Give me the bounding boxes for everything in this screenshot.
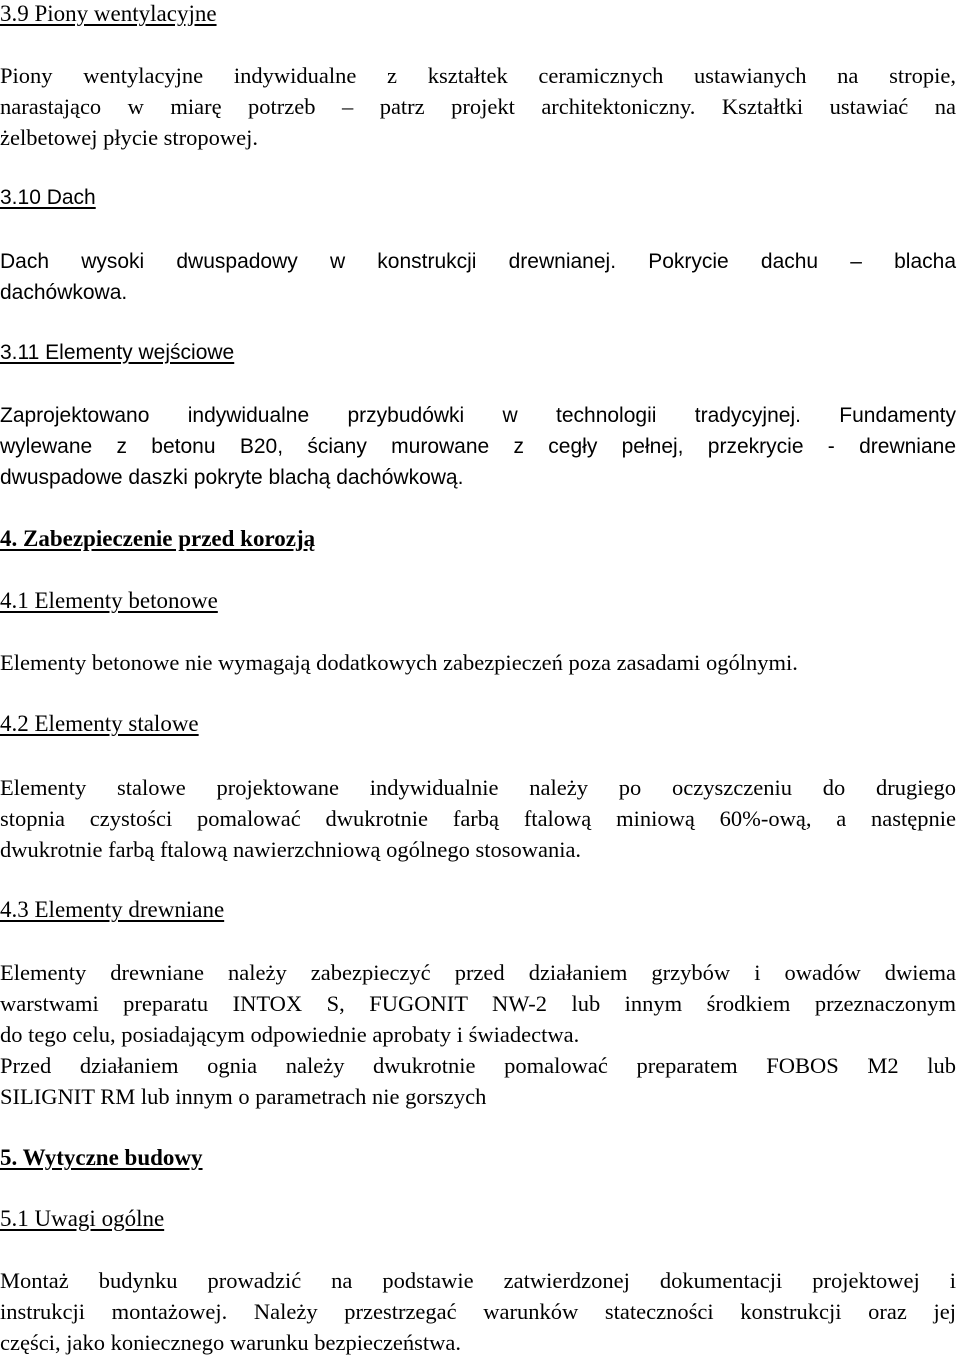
text-line: dwuspadowe daszki pokryte blachą dachówkową. (0, 466, 464, 489)
section-4-heading: 4. Zabezpieczenie przed korozją (0, 526, 316, 551)
section-3-9-paragraph (0, 60, 956, 153)
section-3-10-heading: 3.10 Dach (0, 186, 96, 209)
text-line: wylewane z betonu B20, ściany murowane z cegły pełnej, przekrycie - drewniane (0, 435, 956, 458)
section-3-11-paragraph (0, 400, 956, 493)
text-line: Dach wysoki dwuspadowy w konstrukcji drewnianej. Pokrycie dachu – blacha (0, 250, 956, 273)
text-line: Montaż budynku prowadzić na podstawie zatwierdzonej dokumentacji projektowej i (0, 1268, 956, 1293)
section-4-2-paragraph (0, 772, 956, 865)
section-4-1-heading: 4.1 Elementy betonowe (0, 588, 218, 613)
text-line: SILIGNIT RM lub innym o parametrach nie gorszych (0, 1084, 487, 1109)
section-5-1-heading: 5.1 Uwagi ogólne (0, 1206, 165, 1231)
text-line: instrukcji montażowej. Należy przestrzegać warunków stateczności konstrukcji oraz jej (0, 1299, 956, 1324)
section-3-10-paragraph (0, 246, 956, 308)
text-line: narastająco w miarę potrzeb – patrz projekt architektoniczny. Kształtki ustawiać na (0, 94, 956, 119)
text-line: dwukrotnie farbą ftalową nawierzchniową ogólnego stosowania. (0, 837, 582, 862)
text-line: dachówkowa. (0, 281, 128, 304)
section-5-heading: 5. Wytyczne budowy (0, 1145, 203, 1170)
text-line: części, jako koniecznego warunku bezpieczeństwa. (0, 1330, 462, 1355)
section-3-9-heading: 3.9 Piony wentylacyjne (0, 1, 217, 26)
text-line: Przed działaniem ognia należy dwukrotnie pomalować preparatem FOBOS M2 lub (0, 1053, 956, 1078)
section-5-1-paragraph (0, 1265, 956, 1358)
text-line: Zaprojektowano indywidualne przybudówki w technologii tradycyjnej. Fundamenty (0, 404, 956, 427)
section-4-1-paragraph (0, 647, 956, 678)
text-line: warstwami preparatu INTOX S, FUGONIT NW-2 lub innym środkiem przeznaczonym (0, 991, 956, 1016)
text-line: Elementy drewniane należy zabezpieczyć przed działaniem grzybów i owadów dwiema (0, 960, 956, 985)
text-line: Elementy stalowe projektowane indywidualnie należy po oczyszczeniu do drugiego (0, 775, 956, 800)
section-3-11-heading: 3.11 Elementy wejściowe (0, 341, 235, 364)
text-line: Elementy betonowe nie wymagają dodatkowych zabezpieczeń poza zasadami ogólnymi. (0, 650, 798, 675)
section-4-3-paragraph (0, 957, 956, 1112)
section-4-3-heading: 4.3 Elementy drewniane (0, 897, 225, 922)
text-line: stopnia czystości pomalować dwukrotnie farbą ftalową miniową 60%-ową, a następnie (0, 806, 956, 831)
section-4-2-heading: 4.2 Elementy stalowe (0, 711, 199, 736)
text-line: Piony wentylacyjne indywidualne z kształtek ceramicznych ustawianych na stropie, (0, 63, 956, 88)
text-line: żelbetowej płycie stropowej. (0, 125, 259, 150)
text-line: do tego celu, posiadającym odpowiednie aprobaty i świadectwa. (0, 1022, 580, 1047)
